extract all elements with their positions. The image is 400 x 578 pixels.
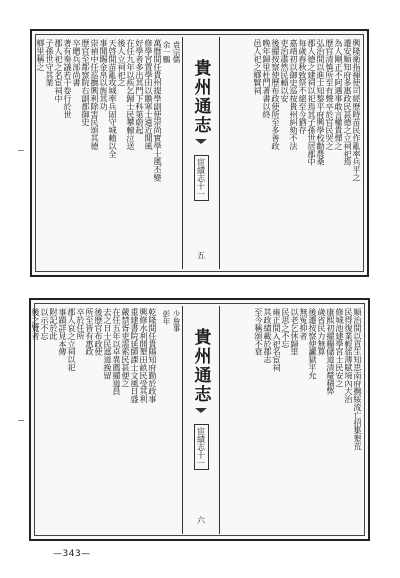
- text-column: 郡人哀之立祠以祀: [67, 308, 77, 372]
- folio-number: 五: [196, 251, 206, 259]
- text-column: 雍正間入祀名宦祠: [272, 308, 282, 372]
- text-column: 嚴禁胥吏需索民甚便之: [121, 308, 131, 388]
- text-column: 吏治肅然民賴以安: [280, 39, 290, 103]
- text-column: 每歲春秋致祭不絕至今猶存: [298, 39, 308, 134]
- bottom-page-panel: [29, 298, 370, 541]
- book-title: 貴州通志: [190, 328, 211, 404]
- text-column: 少詹事: [172, 310, 181, 332]
- book-title: 貴州通志: [190, 59, 211, 135]
- text-column: 袁宗儒: [172, 41, 181, 63]
- section-label: 宦績志十一: [194, 155, 209, 201]
- text-column: 嘉靖初以御史巡按貴州糾劾不法: [289, 39, 299, 150]
- text-column: 郡人祀之名宦祠中: [54, 39, 64, 103]
- text-column: 余一鵬: [162, 41, 171, 63]
- text-column: 無冤抑者: [299, 308, 309, 340]
- top-page-panel: [30, 29, 369, 277]
- text-column: 晚年歸里杜門著書以終: [262, 39, 272, 119]
- binding-mark: [18, 420, 24, 421]
- text-column: 修學宮置學田以贍寒士遠近聞風: [144, 39, 154, 150]
- page-number: —343—: [53, 549, 91, 559]
- text-column: 後遷按察使讞獄平允: [308, 308, 318, 380]
- text-column: 乾隆間任貴陽知府勤於政事: [148, 308, 158, 403]
- folio-number: 六: [196, 516, 206, 524]
- text-column: 後之覽者: [31, 308, 41, 340]
- text-column: 好學者多出其門下科第蔚起: [135, 39, 145, 134]
- text-column: 以老乞休歸里: [290, 308, 300, 356]
- text-column: 邑人祀之鄉賢祠: [253, 39, 263, 95]
- text-column: 興修水利開墾田畝民受其利: [139, 308, 149, 403]
- text-column: 萬曆間任貴州提學副使崇尚實學士風丕變: [153, 39, 163, 182]
- text-column: 以示不忘: [40, 308, 50, 340]
- text-column: 卒贈兵部尚書: [72, 39, 82, 87]
- text-column: 弘治間以進士知黎平府興學校勸農桑: [316, 39, 326, 166]
- text-column: 在任九年以疾乞歸士民攀轅泣送: [126, 39, 136, 150]
- bottom-left-text-block: [31, 308, 158, 534]
- top-right-text-block: [255, 39, 361, 269]
- text-column: 民得復業輕徭薄賦境內大治: [344, 308, 354, 403]
- text-column: 其政績載於郡志: [263, 308, 273, 364]
- text-column: 崇禎中任巡撫興利除害民頌其德: [90, 39, 100, 150]
- text-column: 歷官至都察院右副都御史: [81, 39, 91, 126]
- text-column: 為人剛正不阿遇事敢言權貴憚之: [334, 39, 344, 150]
- text-column: 民思之不忘: [281, 308, 291, 348]
- text-column: 康熙初擢糧儲道清釐積弊: [326, 308, 336, 395]
- bottom-side-list: [162, 310, 180, 450]
- text-column: 遷安順知府多惠政民甚德之立祠祀焉: [343, 39, 353, 166]
- text-column: 所至皆有惠政: [85, 308, 95, 356]
- bottom-right-text-block: [255, 308, 362, 534]
- text-column: 鄉里稱之: [36, 39, 46, 71]
- text-column: 著有奏議若干卷行於世: [63, 39, 73, 119]
- text-column: 重建書院延師課士文風日盛: [130, 308, 140, 403]
- text-column: 歲省民力無算: [317, 308, 327, 356]
- binding-mark: [18, 150, 24, 151]
- text-column: 卒於任所: [76, 308, 86, 340]
- text-column: 至今稱頌不衰: [254, 308, 264, 356]
- text-column: 郡人德之建祠以祀焉其子孫世居郡中: [307, 39, 317, 166]
- text-column: 後歷官布政使: [94, 308, 104, 356]
- fish-tail-mark-icon: [195, 408, 207, 416]
- text-column: 在任五年以卓異薦擢道員: [112, 308, 122, 395]
- text-column: 子孫世守其業: [45, 39, 55, 87]
- text-column: 事蹟詳見本傳: [58, 308, 68, 356]
- top-side-list: [162, 41, 180, 181]
- text-column: 事聞賜金帛以旌其功: [99, 39, 109, 111]
- text-column: 後人立祠祀之: [117, 39, 127, 87]
- text-column: 修城池建學宮士民安之: [335, 308, 345, 388]
- text-column: 去之日士民遮道挽留: [103, 308, 113, 380]
- fish-tail-mark-icon: [195, 139, 207, 147]
- text-column: 順治間以貢生知思南府撫綏流亡招集墾荒: [353, 308, 363, 451]
- text-column: 天啓間苗亂攻城率兵固守城賴以全: [108, 39, 118, 158]
- text-column: 彭年: [162, 310, 171, 325]
- bottom-title-strip: [182, 306, 220, 534]
- section-label: 宦績志十一: [194, 424, 209, 470]
- text-column: 後擢按察使歷布政使所至多善政: [271, 39, 281, 150]
- text-column: 附記於此: [49, 308, 59, 340]
- text-column: 歷官清慎所至有聲卒於官民哭之: [325, 39, 335, 150]
- top-left-text-block: [36, 39, 163, 269]
- top-title-strip: [182, 37, 220, 269]
- text-column: 興隆衛指揮使司經歷時苗民作亂率兵平之: [352, 39, 362, 182]
